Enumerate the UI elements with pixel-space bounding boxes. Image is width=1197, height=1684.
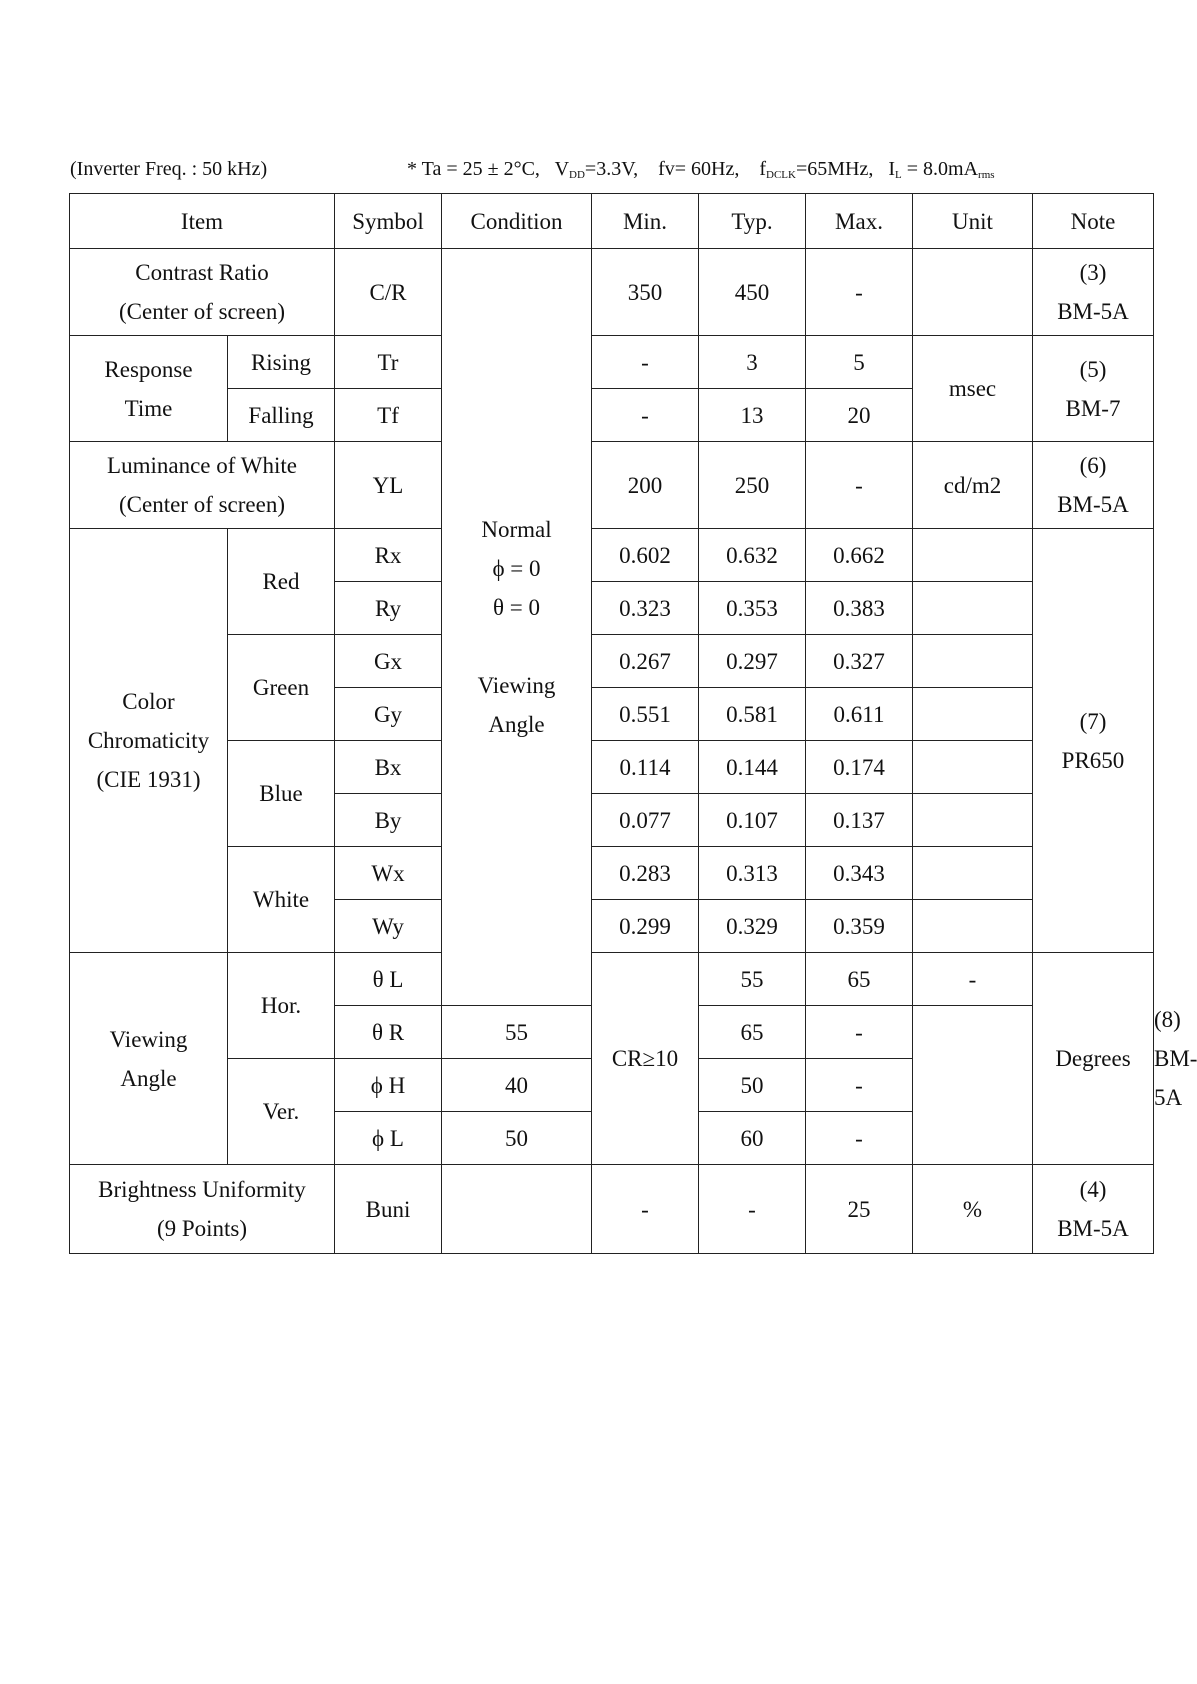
- max-cell: 0.383: [806, 582, 913, 635]
- condition-normal: Normal ϕ = 0 θ = 0 Viewing Angle: [442, 249, 592, 1006]
- symbol-cell: Buni: [335, 1165, 442, 1254]
- symbol-cell: θ R: [335, 1006, 442, 1059]
- unit-cell: [913, 529, 1033, 582]
- max-cell: -: [913, 953, 1033, 1006]
- symbol-cell: Rx: [335, 529, 442, 582]
- note-cell: (7) PR650: [1033, 529, 1154, 953]
- item-color-chromaticity: Color Chromaticity (CIE 1931): [70, 529, 228, 953]
- max-cell: 25: [806, 1165, 913, 1254]
- symbol-cell: ϕ L: [335, 1112, 442, 1165]
- typ-cell: 250: [699, 442, 806, 529]
- max-cell: -: [806, 1112, 913, 1165]
- min-cell: 0.077: [592, 794, 699, 847]
- typ-cell: 0.297: [699, 635, 806, 688]
- unit-cell: [913, 794, 1033, 847]
- symbol-cell: YL: [335, 442, 442, 529]
- min-cell: 0.299: [592, 900, 699, 953]
- header-symbol: Symbol: [335, 194, 442, 249]
- unit-cell: cd/m2: [913, 442, 1033, 529]
- header-condition: Condition: [442, 194, 592, 249]
- unit-cell: [913, 900, 1033, 953]
- typ-cell: 0.581: [699, 688, 806, 741]
- unit-cell: %: [913, 1165, 1033, 1254]
- max-cell: 0.137: [806, 794, 913, 847]
- subitem-cell: Falling: [228, 389, 335, 442]
- table-row: Viewing Angle Hor. θ L CR≥10 55 65 - Degrees (8) BM-5A: [70, 953, 1154, 1006]
- header-item: Item: [70, 194, 335, 249]
- typ-cell: 60: [699, 1112, 806, 1165]
- symbol-cell: Bx: [335, 741, 442, 794]
- table-row: [70, 847, 1154, 900]
- min-cell: 55: [442, 1006, 592, 1059]
- typ-cell: 0.632: [699, 529, 806, 582]
- table-row: [70, 635, 1154, 688]
- min-cell: 0.283: [592, 847, 699, 900]
- symbol-cell: Gy: [335, 688, 442, 741]
- max-cell: 0.611: [806, 688, 913, 741]
- typ-cell: 450: [699, 249, 806, 336]
- typ-cell: 0.313: [699, 847, 806, 900]
- subitem-cell: Blue: [228, 741, 335, 847]
- min-cell: 55: [699, 953, 806, 1006]
- subitem-cell: Hor.: [228, 953, 335, 1059]
- symbol-cell: By: [335, 794, 442, 847]
- unit-cell: [913, 582, 1033, 635]
- max-cell: -: [806, 442, 913, 529]
- min-cell: 0.602: [592, 529, 699, 582]
- symbol-cell: Wx: [335, 847, 442, 900]
- typ-cell: 0.107: [699, 794, 806, 847]
- note-cell: (6) BM-5A: [1033, 442, 1154, 529]
- item-luminance-white: Luminance of White (Center of screen): [70, 442, 335, 529]
- subitem-cell: Green: [228, 635, 335, 741]
- typ-cell: -: [699, 1165, 806, 1254]
- item-brightness-uniformity: Brightness Uniformity (9 Points): [70, 1165, 335, 1254]
- min-cell: 0.267: [592, 635, 699, 688]
- item-contrast-ratio: Contrast Ratio (Center of screen): [70, 249, 335, 336]
- table-row: [70, 741, 1154, 794]
- note-cell: (4) BM-5A: [1033, 1165, 1154, 1254]
- symbol-cell: ϕ H: [335, 1059, 442, 1112]
- max-cell: 0.662: [806, 529, 913, 582]
- table-row: [70, 336, 1154, 389]
- typ-cell: 65: [699, 1006, 806, 1059]
- table-row: [70, 529, 1154, 582]
- unit-cell: [913, 847, 1033, 900]
- min-cell: 200: [592, 442, 699, 529]
- symbol-cell: Wy: [335, 900, 442, 953]
- unit-cell: [913, 249, 1033, 336]
- min-cell: -: [592, 1165, 699, 1254]
- max-cell: -: [806, 1006, 913, 1059]
- header-max: Max.: [806, 194, 913, 249]
- min-cell: 350: [592, 249, 699, 336]
- max-cell: 5: [806, 336, 913, 389]
- typ-cell: 0.353: [699, 582, 806, 635]
- table-row: [70, 1165, 1154, 1254]
- subitem-cell: White: [228, 847, 335, 953]
- min-cell: -: [592, 389, 699, 442]
- symbol-cell: θ L: [335, 953, 442, 1006]
- subitem-cell: Red: [228, 529, 335, 635]
- typ-cell: 65: [806, 953, 913, 1006]
- symbol-cell: C/R: [335, 249, 442, 336]
- inverter-frequency: (Inverter Freq. : 50 kHz): [70, 158, 268, 180]
- condition-cell: [442, 1165, 592, 1254]
- symbol-cell: Tf: [335, 389, 442, 442]
- table-row: [70, 442, 1154, 529]
- min-cell: 0.114: [592, 741, 699, 794]
- max-cell: 0.359: [806, 900, 913, 953]
- max-cell: -: [806, 249, 913, 336]
- typ-cell: 50: [699, 1059, 806, 1112]
- max-cell: -: [806, 1059, 913, 1112]
- unit-cell: [913, 688, 1033, 741]
- symbol-cell: Tr: [335, 336, 442, 389]
- header-typ: Typ.: [699, 194, 806, 249]
- symbol-cell: Ry: [335, 582, 442, 635]
- max-cell: 0.327: [806, 635, 913, 688]
- header-unit: Unit: [913, 194, 1033, 249]
- unit-cell: [913, 741, 1033, 794]
- typ-cell: 0.144: [699, 741, 806, 794]
- note-cell: (3) BM-5A: [1033, 249, 1154, 336]
- item-viewing-angle: Viewing Angle: [70, 953, 228, 1165]
- note-cell: (5) BM-7: [1033, 336, 1154, 442]
- typ-cell: 13: [699, 389, 806, 442]
- subitem-cell: Ver.: [228, 1059, 335, 1165]
- symbol-cell: Gx: [335, 635, 442, 688]
- max-cell: 0.343: [806, 847, 913, 900]
- subitem-cell: Rising: [228, 336, 335, 389]
- min-cell: 40: [442, 1059, 592, 1112]
- unit-cell: Degrees: [1033, 953, 1154, 1165]
- min-cell: 0.323: [592, 582, 699, 635]
- min-cell: -: [592, 336, 699, 389]
- max-cell: 0.174: [806, 741, 913, 794]
- min-cell: 0.551: [592, 688, 699, 741]
- item-response-time: Response Time: [70, 336, 228, 442]
- table-row: [70, 249, 1154, 336]
- condition-cr: CR≥10: [592, 953, 699, 1165]
- ambient-conditions: * Ta = 25 ± 2°C, VDD=3.3V, fv= 60Hz, fDCLK=65MHz, IL = 8.0mArms: [407, 158, 995, 181]
- typ-cell: 3: [699, 336, 806, 389]
- min-cell: 50: [442, 1112, 592, 1165]
- unit-cell: [913, 635, 1033, 688]
- header-note: Note: [1033, 194, 1154, 249]
- max-cell: 20: [806, 389, 913, 442]
- unit-cell: msec: [913, 336, 1033, 442]
- optical-spec-table: [69, 193, 1197, 1254]
- typ-cell: 0.329: [699, 900, 806, 953]
- header-min: Min.: [592, 194, 699, 249]
- table-header-row: [70, 194, 1154, 249]
